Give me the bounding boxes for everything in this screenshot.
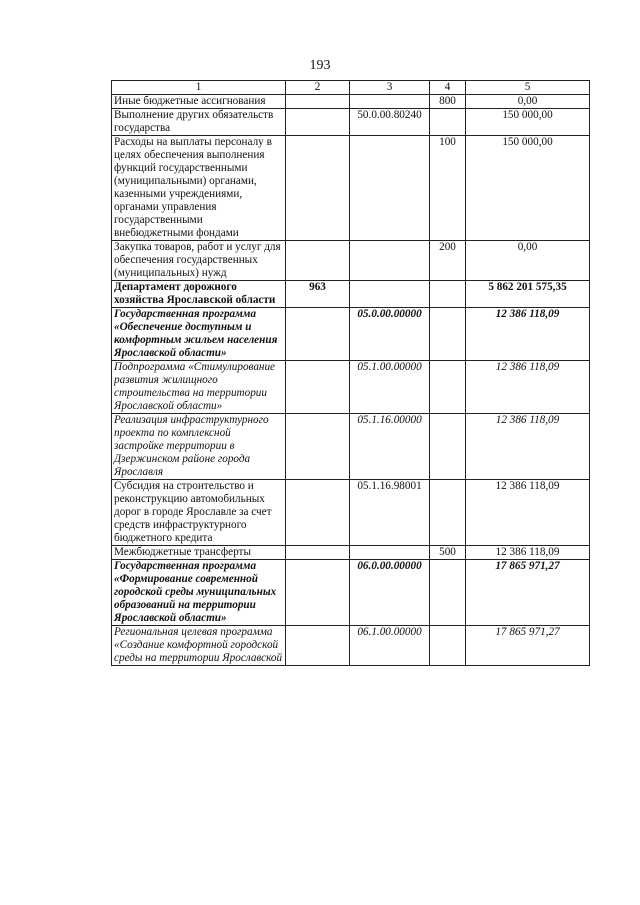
row-dept-code-cell — [286, 626, 350, 666]
table-row — [112, 109, 590, 136]
row-amount-cell: 5 862 201 575,35 — [466, 281, 590, 308]
row-name-cell: Выполнение других обязательств государства — [112, 109, 286, 136]
row-dept-code-cell — [286, 109, 350, 136]
row-name-cell: Реализация инфраструктурного проекта по комплексной застройке территории в Дзержинском районе города Ярославля — [112, 414, 286, 480]
row-amount-cell: 17 865 971,27 — [466, 560, 590, 626]
row-target-article-cell: 50.0.00.80240 — [350, 109, 430, 136]
row-amount-cell: 12 386 118,09 — [466, 480, 590, 546]
row-name-cell: Иные бюджетные ассигнования — [112, 95, 286, 109]
row-dept-code-cell — [286, 136, 350, 241]
row-target-article-cell — [350, 546, 430, 560]
table-row — [112, 626, 590, 666]
row-dept-code-cell — [286, 546, 350, 560]
row-target-article-cell: 05.1.00.00000 — [350, 361, 430, 414]
row-expense-type-cell — [430, 480, 466, 546]
row-dept-code-cell — [286, 308, 350, 361]
row-expense-type-cell: 100 — [430, 136, 466, 241]
row-target-article-cell: 05.1.16.98001 — [350, 480, 430, 546]
row-name-cell: Субсидия на строительство и реконструкцию автомобильных дорог в городе Ярославле за счет средств инфраструктурного бюджетного кредита — [112, 480, 286, 546]
row-expense-type-cell: 500 — [430, 546, 466, 560]
row-target-article-cell: 06.1.00.00000 — [350, 626, 430, 666]
row-amount-cell: 0,00 — [466, 241, 590, 281]
column-header: 5 — [466, 81, 590, 95]
row-target-article-cell — [350, 281, 430, 308]
row-expense-type-cell — [430, 109, 466, 136]
table-row — [112, 560, 590, 626]
table-row — [112, 361, 590, 414]
row-dept-code-cell — [286, 560, 350, 626]
row-amount-cell: 150 000,00 — [466, 136, 590, 241]
row-amount-cell: 12 386 118,09 — [466, 546, 590, 560]
row-expense-type-cell — [430, 281, 466, 308]
table-row — [112, 480, 590, 546]
row-expense-type-cell: 800 — [430, 95, 466, 109]
row-dept-code-cell — [286, 95, 350, 109]
row-dept-code-cell — [286, 361, 350, 414]
table-row — [112, 281, 590, 308]
row-dept-code-cell: 963 — [286, 281, 350, 308]
column-header: 3 — [350, 81, 430, 95]
column-header: 4 — [430, 81, 466, 95]
table-row — [112, 414, 590, 480]
row-amount-cell: 150 000,00 — [466, 109, 590, 136]
page-number: 193 — [309, 58, 331, 73]
row-expense-type-cell — [430, 361, 466, 414]
row-target-article-cell: 05.0.00.00000 — [350, 308, 430, 361]
row-amount-cell: 17 865 971,27 — [466, 626, 590, 666]
row-dept-code-cell — [286, 414, 350, 480]
row-dept-code-cell — [286, 480, 350, 546]
table-row — [112, 136, 590, 241]
row-target-article-cell: 06.0.00.00000 — [350, 560, 430, 626]
row-name-cell: Подпрограмма «Стимулирование развития жилищного строительства на территории Ярославской области» — [112, 361, 286, 414]
table-row — [112, 95, 590, 109]
row-name-cell: Государственная программа «Формирование современной городской среды муниципальных образований на территории Ярославской области» — [112, 560, 286, 626]
row-dept-code-cell — [286, 241, 350, 281]
row-amount-cell: 12 386 118,09 — [466, 414, 590, 480]
row-target-article-cell — [350, 95, 430, 109]
table-row — [112, 308, 590, 361]
row-target-article-cell: 05.1.16.00000 — [350, 414, 430, 480]
row-amount-cell: 12 386 118,09 — [466, 361, 590, 414]
column-header: 1 — [112, 81, 286, 95]
row-amount-cell: 0,00 — [466, 95, 590, 109]
row-target-article-cell — [350, 241, 430, 281]
row-expense-type-cell — [430, 308, 466, 361]
table-row — [112, 241, 590, 281]
row-name-cell: Расходы на выплаты персоналу в целях обеспечения выполнения функций государственными (муниципальными) органами, казенными учреждениями, органами управления государственными внебюджетными фондами — [112, 136, 286, 241]
table-row — [112, 546, 590, 560]
row-expense-type-cell — [430, 414, 466, 480]
row-name-cell: Межбюджетные трансферты — [112, 546, 286, 560]
row-name-cell: Закупка товаров, работ и услуг для обеспечения государственных (муниципальных) нужд — [112, 241, 286, 281]
row-amount-cell: 12 386 118,09 — [466, 308, 590, 361]
row-expense-type-cell — [430, 626, 466, 666]
row-name-cell: Региональная целевая программа «Создание комфортной городской среды на территории Ярославской — [112, 626, 286, 666]
table-header-row — [112, 81, 590, 95]
budget-table — [111, 80, 590, 666]
row-name-cell: Государственная программа «Обеспечение доступным и комфортным жильем населения Ярославской области» — [112, 308, 286, 361]
row-expense-type-cell: 200 — [430, 241, 466, 281]
column-header: 2 — [286, 81, 350, 95]
row-name-cell: Департамент дорожного хозяйства Ярославской области — [112, 281, 286, 308]
row-target-article-cell — [350, 136, 430, 241]
row-expense-type-cell — [430, 560, 466, 626]
